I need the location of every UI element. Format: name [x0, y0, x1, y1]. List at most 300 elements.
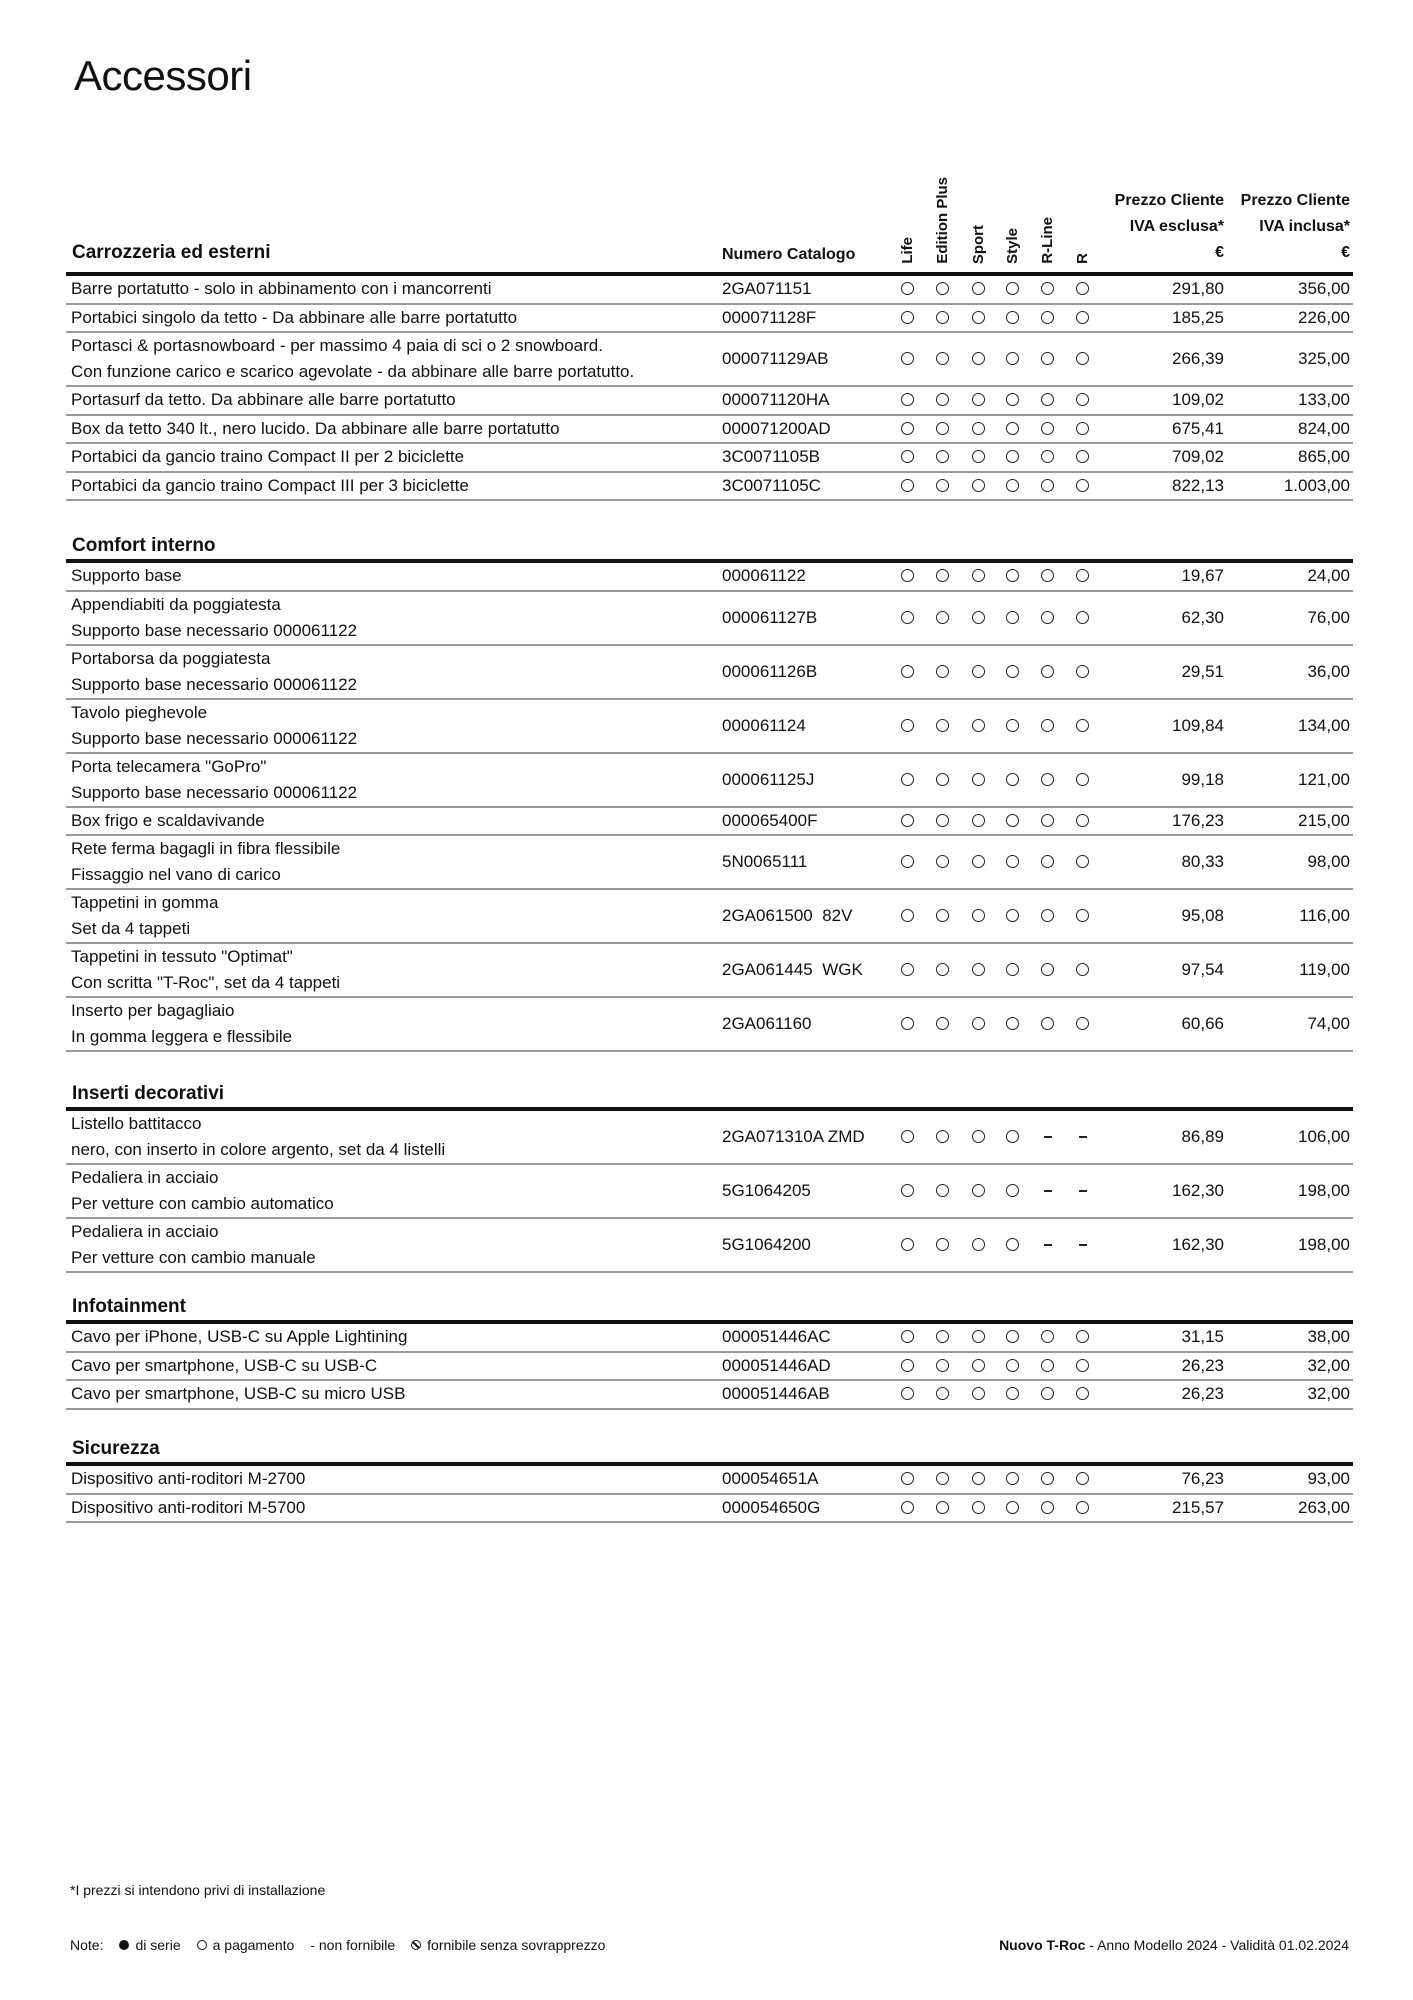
paid-option-circle-icon	[1006, 393, 1019, 406]
model-validity: - Anno Modello 2024 - Validità 01.02.2024	[1085, 1937, 1349, 1953]
paid-option-circle-icon	[1041, 422, 1054, 435]
paid-option-circle-icon	[972, 1359, 985, 1372]
paid-option-circle-icon	[1041, 1359, 1054, 1372]
section-header	[66, 1083, 1353, 1107]
price-excl-vat: 822,13	[1172, 475, 1224, 495]
accessory-description	[71, 754, 357, 806]
paid-option-circle-icon	[1076, 1472, 1089, 1485]
catalog-number: 3C0071105C	[722, 475, 821, 495]
catalog-number: 2GA071151	[722, 279, 812, 299]
paid-option-circle-icon	[1041, 393, 1054, 406]
table-row	[66, 1324, 1353, 1353]
catalog-number: 5G1064205	[722, 1181, 811, 1200]
price-excl-vat: 31,15	[1181, 1327, 1224, 1347]
price-incl-header-line: Prezzo Cliente	[1240, 192, 1350, 209]
paid-option-circle-icon	[1076, 1330, 1089, 1343]
catalog-number: 2GA061500 82V	[722, 906, 853, 925]
catalog-number: 000061122	[722, 566, 806, 586]
price-incl-header-line: IVA inclusa*	[1259, 218, 1350, 235]
catalog-number: 000071129AB	[722, 349, 829, 368]
paid-option-circle-icon	[901, 1017, 914, 1030]
description-line: Dispositivo anti-roditori M-2700	[71, 1469, 306, 1489]
description-line: Cavo per smartphone, USB-C su micro USB	[71, 1384, 406, 1404]
legend-not-available: - non fornibile	[310, 1937, 396, 1953]
description-line: nero, con inserto in colore argento, set da 4 listelli	[71, 1140, 446, 1159]
description-line: Con funzione carico e scarico agevolate - da abbinare alle barre portatutto.	[71, 362, 635, 381]
accessory-description	[71, 944, 340, 996]
price-excl-vat: 26,23	[1181, 1384, 1224, 1404]
section-table	[66, 272, 1353, 501]
paid-option-circle-icon	[1006, 963, 1019, 976]
description-line: Cavo per iPhone, USB-C su Apple Lightining	[71, 1327, 408, 1347]
paid-option-circle-icon	[901, 569, 914, 582]
paid-option-circle-icon	[1076, 1501, 1089, 1514]
paid-option-circle-icon	[901, 1130, 914, 1143]
section-table	[66, 1083, 1353, 1273]
description-line: Portabici singolo da tetto - Da abbinare alle barre portatutto	[71, 307, 518, 327]
paid-option-circle-icon	[1041, 814, 1054, 827]
paid-option-circle-icon	[936, 1017, 949, 1030]
description-line: Inserto per bagagliaio	[71, 1001, 235, 1020]
paid-option-circle-icon	[936, 963, 949, 976]
paid-option-circle-icon	[1041, 479, 1054, 492]
paid-option-circle-icon	[972, 1238, 985, 1251]
table-row	[66, 276, 1353, 305]
paid-option-circle-icon	[1076, 422, 1089, 435]
price-incl-vat: 32,00	[1307, 1384, 1350, 1404]
paid-option-circle-icon	[972, 422, 985, 435]
price-incl-header	[1241, 188, 1350, 266]
price-incl-vat: 98,00	[1307, 852, 1350, 871]
table-row	[66, 1219, 1353, 1273]
price-incl-vat: 198,00	[1298, 1235, 1350, 1254]
paid-option-circle-icon	[1076, 352, 1089, 365]
price-excl-vat: 86,89	[1181, 1127, 1224, 1146]
accessory-description	[71, 998, 292, 1050]
paid-option-circle-icon	[1076, 855, 1089, 868]
price-excl-vat: 26,23	[1181, 1355, 1224, 1375]
catalog-number: 000071128F	[722, 307, 817, 327]
paid-option-circle-icon	[901, 1359, 914, 1372]
table-row	[66, 836, 1353, 890]
paid-option-circle-icon	[1006, 909, 1019, 922]
paid-option-circle-icon	[1076, 393, 1089, 406]
accessory-description	[71, 1381, 405, 1408]
price-excl-vat: 95,08	[1181, 906, 1224, 925]
accessory-description	[71, 333, 634, 385]
price-incl-vat: 76,00	[1307, 607, 1350, 627]
paid-option-circle-icon	[1076, 1387, 1089, 1400]
paid-option-circle-icon	[1041, 311, 1054, 324]
price-excl-vat: 266,39	[1172, 349, 1224, 368]
paid-option-circle-icon	[972, 855, 985, 868]
description-line: Per vetture con cambio automatico	[71, 1194, 334, 1213]
paid-option-circle-icon	[1006, 450, 1019, 463]
paid-option-circle-icon	[972, 814, 985, 827]
paid-option-circle-icon	[1006, 352, 1019, 365]
legend	[70, 1937, 615, 1953]
not-available-dash-icon	[1079, 1244, 1087, 1246]
slashed-circle-icon	[411, 1940, 421, 1950]
price-incl-vat: 106,00	[1298, 1127, 1350, 1146]
price-excl-header-line: Prezzo Cliente	[1114, 192, 1224, 209]
price-excl-vat: 215,57	[1172, 1497, 1224, 1517]
price-incl-vat: 116,00	[1299, 906, 1350, 925]
model-info	[999, 1937, 1349, 1953]
description-line: Portabici da gancio traino Compact II per 2 biciclette	[71, 447, 465, 467]
table-row	[66, 1466, 1353, 1495]
price-incl-vat: 198,00	[1298, 1181, 1350, 1200]
table-row	[66, 890, 1353, 944]
accessory-description	[71, 808, 265, 835]
paid-option-circle-icon	[972, 665, 985, 678]
paid-option-circle-icon	[936, 1130, 949, 1143]
description-line: Supporto base necessario 000061122	[71, 620, 358, 640]
price-excl-vat: 60,66	[1181, 1014, 1224, 1033]
catalog-number: 2GA061160	[722, 1014, 812, 1033]
section-table	[66, 1296, 1353, 1410]
paid-option-circle-icon	[972, 1387, 985, 1400]
paid-option-circle-icon	[972, 909, 985, 922]
paid-option-circle-icon	[1076, 479, 1089, 492]
paid-option-circle-icon	[972, 282, 985, 295]
table-row	[66, 1381, 1353, 1410]
paid-option-circle-icon	[1076, 814, 1089, 827]
paid-option-circle-icon	[901, 1184, 914, 1197]
paid-option-circle-icon	[1006, 311, 1019, 324]
price-incl-vat: 32,00	[1307, 1355, 1350, 1375]
table-row	[66, 754, 1353, 808]
accessory-description	[71, 473, 469, 500]
paid-option-circle-icon	[901, 611, 914, 624]
description-line: Barre portatutto - solo in abbinamento con i mancorrenti	[71, 279, 492, 299]
paid-option-circle-icon	[972, 773, 985, 786]
paid-option-circle-icon	[1041, 855, 1054, 868]
description-line: Portasci & portasnowboard - per massimo 4 paia di sci o 2 snowboard.	[71, 336, 603, 355]
paid-option-circle-icon	[1076, 665, 1089, 678]
paid-option-circle-icon	[1041, 611, 1054, 624]
paid-option-circle-icon	[936, 479, 949, 492]
description-line: Supporto base necessario 000061122	[71, 674, 358, 694]
trim-column-header: Sport	[970, 224, 987, 264]
catalog-number: 000054651A	[722, 1469, 819, 1489]
price-excl-vat: 291,80	[1172, 279, 1224, 299]
paid-option-circle-icon	[1076, 909, 1089, 922]
paid-option-circle-icon	[1041, 352, 1054, 365]
paid-option-circle-icon	[901, 1501, 914, 1514]
table-row	[66, 808, 1353, 837]
catalog-number: 3C0071105B	[722, 447, 820, 467]
description-line: Appendiabiti da poggiatesta	[71, 594, 281, 614]
table-row	[66, 998, 1353, 1052]
paid-option-circle-icon	[972, 1130, 985, 1143]
description-line: Box da tetto 340 lt., nero lucido. Da abbinare alle barre portatutto	[71, 418, 560, 438]
paid-option-circle-icon	[1076, 282, 1089, 295]
price-incl-vat: 93,00	[1307, 1469, 1350, 1489]
paid-option-circle-icon	[1041, 1017, 1054, 1030]
paid-option-circle-icon	[972, 393, 985, 406]
paid-option-circle-icon	[1041, 963, 1054, 976]
section-title: Sicurezza	[72, 1438, 160, 1459]
price-excl-vat: 162,30	[1172, 1235, 1224, 1254]
legend-standard: di serie	[135, 1937, 181, 1953]
paid-option-circle-icon	[901, 479, 914, 492]
price-excl-header-line: IVA esclusa*	[1129, 218, 1224, 235]
paid-option-circle-icon	[936, 665, 949, 678]
paid-option-circle-icon	[901, 393, 914, 406]
price-excl-vat: 99,18	[1181, 769, 1224, 789]
price-excl-vat: 80,33	[1181, 852, 1224, 871]
description-line: Per vetture con cambio manuale	[71, 1248, 316, 1267]
description-line: Portabici da gancio traino Compact III per 3 biciclette	[71, 475, 469, 495]
not-available-dash-icon	[1044, 1136, 1052, 1138]
accessory-description	[71, 890, 218, 942]
paid-option-circle-icon	[1041, 1501, 1054, 1514]
paid-option-circle-icon	[1041, 1472, 1054, 1485]
column-header	[66, 160, 1353, 272]
paid-option-circle-icon	[1076, 311, 1089, 324]
description-line: Supporto base	[71, 566, 182, 586]
description-line: Portasurf da tetto. Da abbinare alle barre portatutto	[71, 390, 456, 410]
accessory-description	[71, 1495, 305, 1522]
paid-option-circle-icon	[1041, 1330, 1054, 1343]
price-incl-vat: 865,00	[1298, 447, 1350, 467]
paid-option-circle-icon	[936, 611, 949, 624]
paid-option-circle-icon	[972, 963, 985, 976]
accessory-description	[71, 1165, 334, 1217]
description-line: Pedaliera in acciaio	[71, 1168, 219, 1187]
section-title: Comfort interno	[72, 535, 216, 556]
description-line: Tappetini in gomma	[71, 893, 219, 912]
paid-option-circle-icon	[1006, 611, 1019, 624]
table-row	[66, 473, 1353, 502]
paid-option-circle-icon	[936, 422, 949, 435]
paid-option-circle-icon	[1076, 773, 1089, 786]
paid-option-circle-icon	[901, 963, 914, 976]
paid-option-circle-icon	[1006, 1330, 1019, 1343]
price-incl-vat: 356,00	[1298, 279, 1350, 299]
paid-option-circle-icon	[1041, 773, 1054, 786]
description-line: In gomma leggera e flessibile	[71, 1027, 293, 1046]
price-incl-vat: 215,00	[1298, 810, 1350, 830]
catalog-number: 5N0065111	[722, 852, 808, 871]
description-line: Fissaggio nel vano di carico	[71, 865, 281, 884]
price-excl-vat: 176,23	[1172, 810, 1224, 830]
description-line: Porta telecamera "GoPro"	[71, 756, 267, 776]
paid-option-circle-icon	[1041, 282, 1054, 295]
catalog-number: 2GA061445 WGK	[722, 960, 863, 979]
paid-option-circle-icon	[936, 393, 949, 406]
currency-label: €	[1215, 244, 1224, 261]
table-row	[66, 944, 1353, 998]
paid-option-circle-icon	[936, 1184, 949, 1197]
table-row	[66, 444, 1353, 473]
paid-option-circle-icon	[901, 855, 914, 868]
legend-paid: a pagamento	[212, 1937, 295, 1953]
price-incl-vat: 1.003,00	[1283, 475, 1350, 495]
section-title: Infotainment	[72, 1296, 186, 1317]
price-incl-vat: 119,00	[1299, 960, 1350, 979]
accessory-description	[71, 1324, 407, 1351]
paid-option-circle-icon	[1041, 450, 1054, 463]
paid-option-circle-icon	[1076, 1017, 1089, 1030]
paid-option-circle-icon	[972, 1017, 985, 1030]
paid-option-circle-icon	[936, 569, 949, 582]
catalog-number: 000051446AD	[722, 1355, 831, 1375]
paid-option-circle-icon	[1076, 569, 1089, 582]
catalog-number: 000071200AD	[722, 418, 831, 438]
price-incl-vat: 38,00	[1307, 1327, 1350, 1347]
paid-option-circle-icon	[1076, 963, 1089, 976]
legend-no-charge: fornibile senza sovrapprezzo	[427, 1937, 606, 1953]
paid-option-circle-icon	[1006, 1359, 1019, 1372]
catalog-number: 000051446AC	[722, 1327, 831, 1347]
accessory-description	[71, 305, 517, 332]
table-row	[66, 1165, 1353, 1219]
paid-option-circle-icon	[1006, 719, 1019, 732]
paid-option-circle-icon	[901, 1330, 914, 1343]
paid-option-circle-icon	[1006, 1238, 1019, 1251]
section-header	[66, 1438, 1353, 1462]
catalog-number: 000065400F	[722, 810, 818, 830]
paid-option-circle-icon	[936, 352, 949, 365]
paid-option-circle-icon	[936, 311, 949, 324]
catalog-number: 000061126B	[722, 661, 818, 681]
paid-option-circle-icon	[936, 719, 949, 732]
paid-option-circle-icon	[972, 352, 985, 365]
catalog-number: 000061127B	[722, 607, 818, 627]
catalog-number: 000061124	[722, 715, 806, 735]
paid-option-circle-icon	[901, 719, 914, 732]
paid-option-circle-icon	[1076, 1359, 1089, 1372]
description-line: Pedaliera in acciaio	[71, 1222, 219, 1241]
paid-option-circle-icon	[1006, 665, 1019, 678]
table-row	[66, 700, 1353, 754]
price-incl-vat: 134,00	[1298, 715, 1350, 735]
price-incl-vat: 133,00	[1298, 390, 1350, 410]
accessory-description	[71, 592, 357, 644]
table-row	[66, 592, 1353, 646]
accessory-description	[71, 1111, 445, 1163]
section-table	[66, 535, 1353, 1052]
trim-column-header: Style	[1004, 228, 1021, 264]
paid-option-circle-icon	[936, 1387, 949, 1400]
price-excl-vat: 675,41	[1172, 418, 1224, 438]
trim-column-header: Edition Plus	[934, 177, 951, 264]
paid-option-circle-icon	[1076, 719, 1089, 732]
section-header	[66, 1296, 1353, 1320]
trim-column-header: Life	[899, 237, 916, 264]
paid-option-circle-icon	[1006, 1184, 1019, 1197]
paid-option-circle-icon	[1076, 611, 1089, 624]
table-row	[66, 416, 1353, 445]
table-row	[66, 646, 1353, 700]
currency-label: €	[1341, 244, 1350, 261]
description-line: Tappetini in tessuto "Optimat"	[71, 947, 293, 966]
catalog-number: 000051446AB	[722, 1384, 830, 1404]
paid-option-circle-icon	[1041, 719, 1054, 732]
section-title: Inserti decorativi	[72, 1083, 225, 1104]
accessory-description	[71, 836, 340, 888]
paid-option-circle-icon	[972, 450, 985, 463]
table-row	[66, 387, 1353, 416]
open-circle-icon	[197, 1940, 207, 1950]
accessory-description	[71, 700, 357, 752]
table-row	[66, 1353, 1353, 1382]
paid-option-circle-icon	[901, 773, 914, 786]
paid-option-circle-icon	[901, 450, 914, 463]
description-line: Supporto base necessario 000061122	[71, 782, 358, 802]
accessory-description	[71, 646, 357, 698]
not-available-dash-icon	[1079, 1136, 1087, 1138]
paid-option-circle-icon	[901, 814, 914, 827]
catalog-number: 000071120HA	[722, 390, 830, 410]
paid-option-circle-icon	[936, 282, 949, 295]
price-excl-vat: 109,02	[1172, 390, 1224, 410]
paid-option-circle-icon	[936, 450, 949, 463]
price-incl-vat: 36,00	[1307, 661, 1350, 681]
price-incl-vat: 74,00	[1307, 1014, 1350, 1033]
paid-option-circle-icon	[936, 1359, 949, 1372]
not-available-dash-icon	[1044, 1244, 1052, 1246]
paid-option-circle-icon	[972, 311, 985, 324]
table-row	[66, 1111, 1353, 1165]
legend-label: Note:	[70, 1937, 104, 1953]
paid-option-circle-icon	[936, 909, 949, 922]
description-line: Rete ferma bagagli in fibra flessibile	[71, 839, 341, 858]
paid-option-circle-icon	[901, 665, 914, 678]
paid-option-circle-icon	[1006, 569, 1019, 582]
price-excl-vat: 19,67	[1181, 566, 1224, 586]
accessory-description	[71, 387, 456, 414]
price-excl-vat: 109,84	[1172, 715, 1224, 735]
paid-option-circle-icon	[901, 1238, 914, 1251]
paid-option-circle-icon	[1006, 814, 1019, 827]
price-incl-vat: 24,00	[1307, 566, 1350, 586]
table-row	[66, 305, 1353, 334]
paid-option-circle-icon	[936, 773, 949, 786]
paid-option-circle-icon	[1006, 773, 1019, 786]
catalog-column-header: Numero Catalogo	[722, 246, 856, 263]
description-line: Box frigo e scaldavivande	[71, 810, 265, 830]
description-line: Tavolo pieghevole	[71, 702, 208, 722]
model-name: Nuovo T-Roc	[999, 1937, 1086, 1953]
paid-option-circle-icon	[901, 282, 914, 295]
paid-option-circle-icon	[901, 909, 914, 922]
price-incl-vat: 226,00	[1298, 307, 1350, 327]
paid-option-circle-icon	[1006, 479, 1019, 492]
paid-option-circle-icon	[972, 479, 985, 492]
paid-option-circle-icon	[1006, 1501, 1019, 1514]
description-line: Portaborsa da poggiatesta	[71, 648, 271, 668]
page-title: Accessori	[74, 52, 252, 99]
filled-circle-icon	[119, 1940, 129, 1950]
price-incl-vat: 824,00	[1298, 418, 1350, 438]
description-line: Supporto base necessario 000061122	[71, 728, 358, 748]
accessory-description	[71, 563, 182, 590]
description-line: Dispositivo anti-roditori M-5700	[71, 1497, 306, 1517]
paid-option-circle-icon	[972, 719, 985, 732]
paid-option-circle-icon	[936, 1330, 949, 1343]
catalog-number: 000054650G	[722, 1497, 821, 1517]
paid-option-circle-icon	[1041, 569, 1054, 582]
catalog-number: 000061125J	[722, 769, 815, 789]
paid-option-circle-icon	[1006, 422, 1019, 435]
paid-option-circle-icon	[972, 1472, 985, 1485]
paid-option-circle-icon	[901, 1472, 914, 1485]
table-row	[66, 563, 1353, 592]
trim-column-header: R	[1074, 253, 1091, 264]
